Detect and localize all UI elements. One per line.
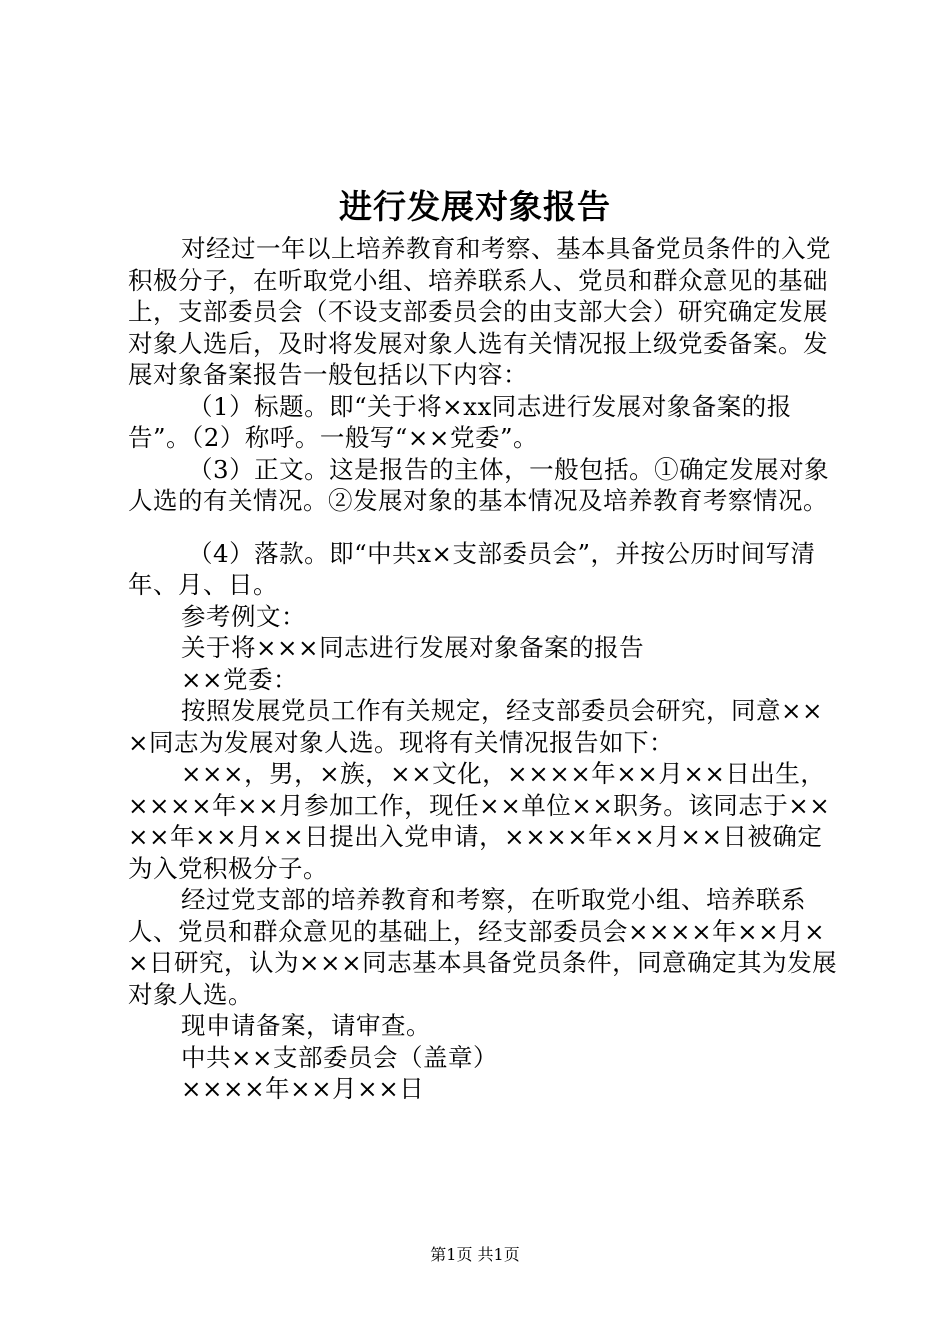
paragraph-intro: 对经过一年以上培养教育和考察、基本具备党员条件的入党积极分子，在听取党小组、培养联系人、党员和群众意见的基础上，支部委员会（不设支部委员会的由支部大会）研究确定发展对象人选后，及时将发展对象人选有关情况报上级党委备案。发展对象备案报告一般包括以下内容： xyxy=(128,234,831,389)
paragraph-sample-body-3: 经过党支部的培养教育和考察，在听取党小组、培养联系人、党员和群众意见的基础上，经支部委员会××××年××月××日研究，认为×××同志基本具备党员条件，同意确定其为发展对象人选。 xyxy=(128,885,838,1009)
paragraph-item-4: （4）落款。即“中共x×支部委员会”，并按公历时间写清年、月、日。 xyxy=(128,538,816,599)
paragraph-signature: 中共××支部委员会（盖章） xyxy=(181,1042,499,1072)
paragraph-item-1-2: （1）标题。即“关于将×xx同志进行发展对象备案的报告”。（2）称呼。一般写“××党委”。 xyxy=(128,391,792,452)
paragraph-date: ××××年××月××日 xyxy=(181,1074,425,1103)
paragraph-sample-body-2: ×××，男，×族，××文化，××××年××月××日出生，××××年××月参加工作，现任××单位××职务。该同志于××××年××月××日提出入党申请，××××年××月××日被确定为入党积极分子。 xyxy=(128,759,831,883)
document-title: 进行发展对象报告 xyxy=(339,187,611,226)
paragraph-gap xyxy=(128,517,840,538)
paragraph-sample-title: 关于将×××同志进行发展对象备案的报告 xyxy=(181,633,645,662)
paragraph-reference-label: 参考例文： xyxy=(181,601,306,631)
paragraph-request: 现申请备案，请审查。 xyxy=(181,1011,431,1040)
paragraph-salutation: ××党委： xyxy=(181,664,299,694)
page-footer: 第1页 共1页 xyxy=(430,1245,520,1264)
paragraph-item-3: （3）正文。这是报告的主体，一般包括。①确定发展对象人选的有关情况。②发展对象的基本情况及培养教育考察情况。 xyxy=(128,454,830,515)
document-body xyxy=(128,233,840,1105)
paragraph-sample-body-1: 按照发展党员工作有关规定，经支部委员会研究，同意×××同志为发展对象人选。现将有关情况报告如下： xyxy=(128,696,824,757)
